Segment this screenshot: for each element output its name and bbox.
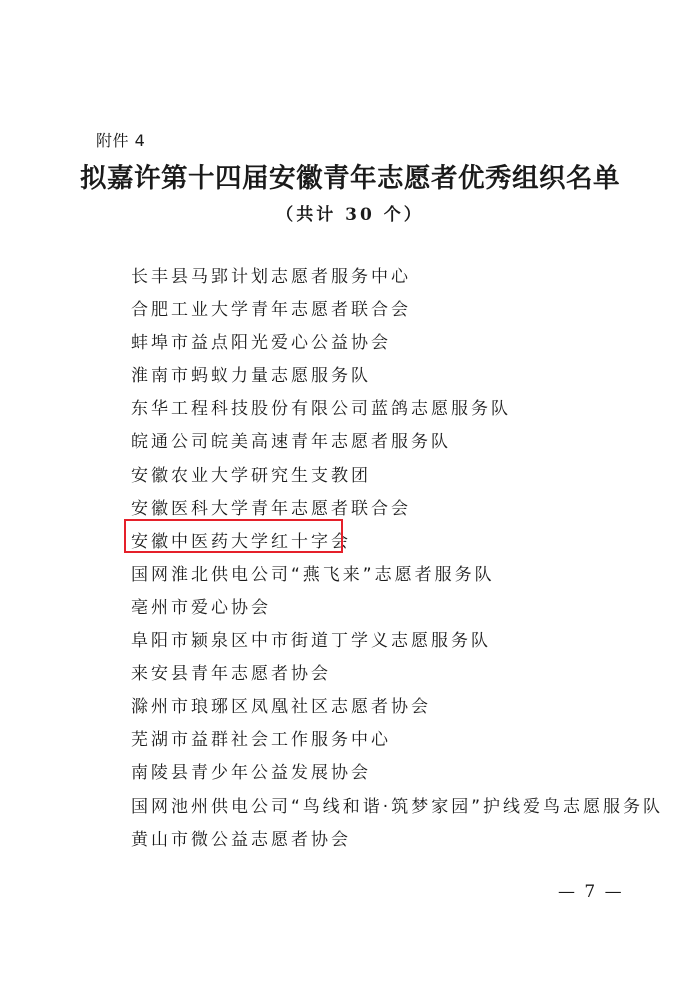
list-item: 皖通公司皖美高速青年志愿者服务队 (131, 432, 451, 453)
list-item: 芜湖市益群社会工作服务中心 (131, 730, 391, 751)
list-item: 安徽医科大学青年志愿者联合会 (131, 498, 411, 519)
list-item: 阜阳市颍泉区中市街道丁学义志愿服务队 (131, 631, 491, 652)
list-item-highlighted: 安徽中医药大学红十字会 (131, 531, 351, 552)
list-item: 南陵县青少年公益发展协会 (131, 763, 371, 784)
list-item: 蚌埠市益点阳光爱心公益协会 (131, 333, 391, 354)
list-item: 黄山市微公益志愿者协会 (131, 829, 351, 850)
page-number: — 7 — (558, 882, 624, 902)
list-item: 国网淮北供电公司“燕飞来”志愿者服务队 (131, 564, 495, 585)
list-item: 安徽农业大学研究生支教团 (131, 465, 371, 486)
list-item: 滁州市琅琊区凤凰社区志愿者协会 (131, 697, 431, 718)
list-item: 东华工程科技股份有限公司蓝鸽志愿服务队 (131, 399, 511, 420)
document-title: 拟嘉许第十四届安徽青年志愿者优秀组织名单 (80, 163, 620, 194)
list-item: 国网池州供电公司“鸟线和谐·筑梦家园”护线爱鸟志愿服务队 (131, 796, 664, 817)
highlight-box (124, 519, 343, 553)
list-item: 亳州市爱心协会 (131, 597, 271, 618)
list-item: 长丰县马郢计划志愿者服务中心 (131, 267, 411, 287)
attachment-label: 附件 4 (96, 131, 146, 150)
list-item: 淮南市蚂蚁力量志愿服务队 (131, 366, 371, 387)
document-subtitle: （共计 30 个） (276, 205, 424, 225)
organization-list (131, 261, 663, 857)
list-item: 来安县青年志愿者协会 (131, 664, 331, 685)
list-item: 合肥工业大学青年志愿者联合会 (131, 300, 411, 321)
